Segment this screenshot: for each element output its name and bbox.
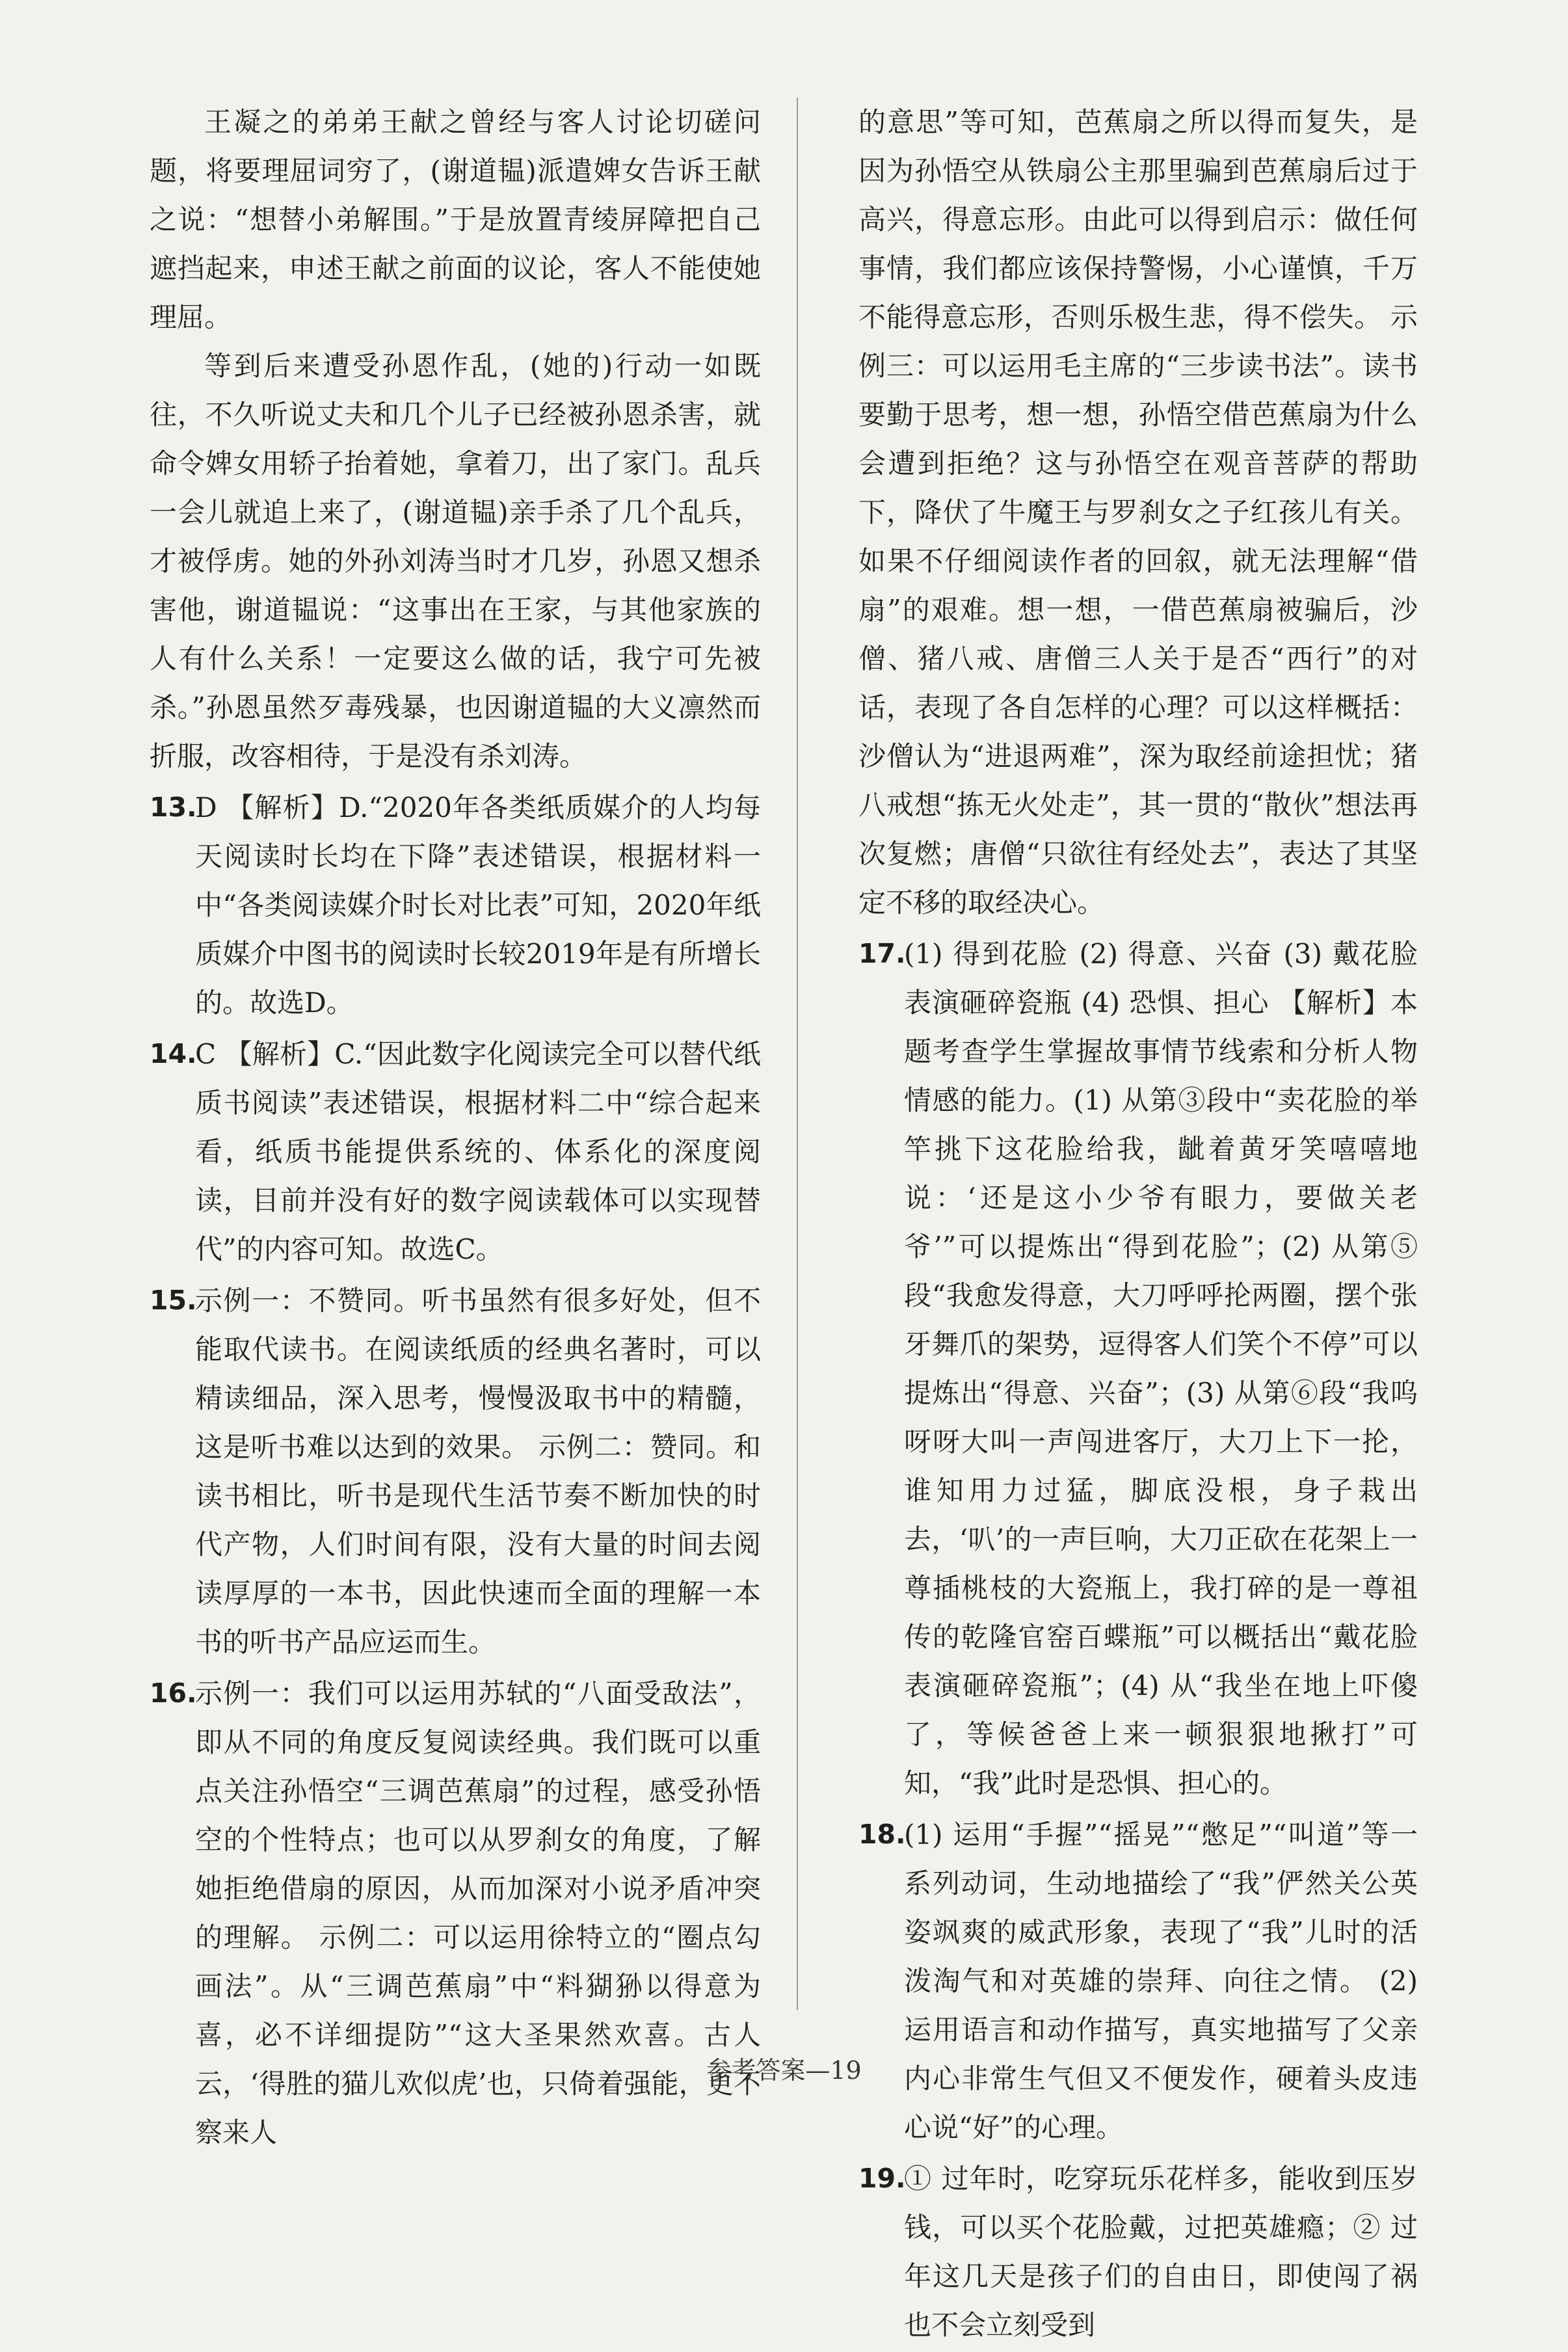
item-text: 示例一：我们可以运用苏轼的“八面受敌法”，即从不同的角度反复阅读经典。我们既可以重点关注孙悟空“三调芭蕉扇”的过程，感受孙悟空的个性特点；也可以从罗刹女的角度，了解她拒绝借扇的原因，从而加深对小说矛盾冲突的理解。 示例二：可以运用徐特立的“圈点勾画法”。从“三调芭蕉扇”中“料猢狲以得意为喜，必不详细提防”“这大圣果然欢喜。古人云，‘得胜的猫儿欢似虎’也，只倚着强能，更不察来人 (195, 1677, 761, 2148)
item-number: 13. (150, 792, 197, 823)
item-number: 14. (150, 1038, 197, 1069)
translation-paragraph-2: 等到后来遭受孙恩作乱，(她的)行动一如既往，不久听说丈夫和几个儿子已经被孙恩杀害，就命令婢女用轿子抬着她，拿着刀，出了家门。乱兵一会儿就追上来了，(谢道韫)亲手杀了几个乱兵，才被俘虏。她的外孙刘涛当时才几岁，孙恩又想杀害他，谢道韫说：“这事出在王家，与其他家族的人有什么关系！一定要这么做的话，我宁可先被杀。”孙恩虽然歹毒残暴，也因谢道韫的大义凛然而折服，改容相待，于是没有杀刘涛。 (150, 350, 761, 772)
item-text: (1) 运用“手握”“摇晃”“憋足”“叫道”等一系列动词，生动地描绘了“我”俨然关公英姿飒爽的威武形象，表现了“我”儿时的活泼淘气和对英雄的崇拜、向往之情。 (2) 运用语言和动作描写，真实地描写了父亲内心非常生气但又不便发作，硬着头皮违心说“好”的心理。 (904, 1819, 1418, 2143)
item-text: 示例一：不赞同。听书虽然有很多好处，但不能取代读书。在阅读纸质的经典名著时，可以精读细品，深入思考，慢慢汲取书中的精髓，这是听书难以达到的效果。 示例二：赞同。和读书相比，听书是现代生活节奏不断加快的时代产物，人们时间有限，没有大量的时间去阅读厚厚的一本书，因此快速而全面的理解一本书的听书产品应运而生。 (195, 1285, 761, 1658)
answer-item-15 (150, 1276, 761, 1666)
column-divider (797, 98, 798, 2010)
answer-item-14 (150, 1030, 761, 1274)
item-text: C 【解析】C.“因此数字化阅读完全可以替代纸质书阅读”表述错误，根据材料二中“综合起来看，纸质书能提供系统的、体系化的深度阅读，目前并没有好的数字阅读载体可以实现替代”的内容可知。故选C。 (195, 1038, 761, 1265)
left-column (150, 98, 761, 2159)
translation-paragraph-1: 王凝之的弟弟王献之曾经与客人讨论切磋问题，将要理屈词穷了，(谢道韫)派遣婢女告诉王献之说：“想替小弟解围。”于是放置青绫屏障把自己遮挡起来，申述王献之前面的议论，客人不能使她理屈。 (150, 106, 761, 333)
answer-item-18 (858, 1810, 1418, 2152)
item-text: ① 过年时，吃穿玩乐花样多，能收到压岁钱，可以买个花脸戴，过把英雄瘾；② 过年这几天是孩子们的自由日，即使闯了祸也不会立刻受到 (904, 2163, 1418, 2341)
item-text: D 【解析】D.“2020年各类纸质媒介的人均每天阅读时长均在下降”表述错误，根据材料一中“各类阅读媒介时长对比表”可知，2020年纸质媒介中图书的阅读时长较2019年是有所增长的。故选D。 (195, 792, 761, 1019)
item-number: 16. (150, 1677, 197, 1709)
item-16-continuation: 的意思”等可知，芭蕉扇之所以得而复失，是因为孙悟空从铁扇公主那里骗到芭蕉扇后过于高兴，得意忘形。由此可以得到启示：做任何事情，我们都应该保持警惕，小心谨慎，千万不能得意忘形，否则乐极生悲，得不偿失。 示例三：可以运用毛主席的“三步读书法”。读书要勤于思考，想一想，孙悟空借芭蕉扇为什么会遭到拒绝？这与孙悟空在观音菩萨的帮助下，降伏了牛魔王与罗刹女之子红孩儿有关。如果不仔细阅读作者的回叙，就无法理解“借扇”的艰难。想一想，一借芭蕉扇被骗后，沙僧、猪八戒、唐僧三人关于是否“西行”的对话，表现了各自怎样的心理？可以这样概括：沙僧认为“进退两难”，深为取经前途担忧；猪八戒想“拣无火处走”，其一贯的“散伙”想法再次复燃；唐僧“只欲往有经处去”，表达了其坚定不移的取经决心。 (858, 106, 1418, 918)
item-number: 17. (858, 938, 906, 969)
page-footer: 参考答案—19 (706, 2056, 862, 2085)
item-text: (1) 得到花脸 (2) 得意、兴奋 (3) 戴花脸表演砸碎瓷瓶 (4) 恐惧、担心 【解析】本题考查学生掌握故事情节线索和分析人物情感的能力。(1) 从第③段中“卖花脸的举竿挑下这花脸给我，龇着黄牙笑嘻嘻地说：‘还是这小少爷有眼力，要做关老爷’”可以提炼出“得到花脸”；(2) 从第⑤段“我愈发得意，大刀呼呼抡两圈，摆个张牙舞爪的架势，逗得客人们笑个不停”可以提炼出“得意、兴奋”；(3) 从第⑥段“我呜呀呀大叫一声闯进客厅，大刀上下一抡，谁知用力过猛，脚底没根，身子栽出去，‘叭’的一声巨响，大刀正砍在花架上一尊插桃枝的大瓷瓶上，我打碎的是一尊祖传的乾隆官窑百蝶瓶”可以概括出“戴花脸表演砸碎瓷瓶”；(4) 从“我坐在地上吓傻了，等候爸爸上来一顿狠狠地揪打”可知，“我”此时是恐惧、担心的。 (904, 938, 1418, 1799)
right-column (858, 98, 1418, 2352)
item-number: 15. (150, 1285, 197, 1316)
item-number: 18. (858, 1819, 906, 1850)
item-number: 19. (858, 2163, 906, 2194)
answer-item-19 (858, 2154, 1418, 2349)
answer-item-13 (150, 783, 761, 1027)
answer-item-17 (858, 929, 1418, 1808)
